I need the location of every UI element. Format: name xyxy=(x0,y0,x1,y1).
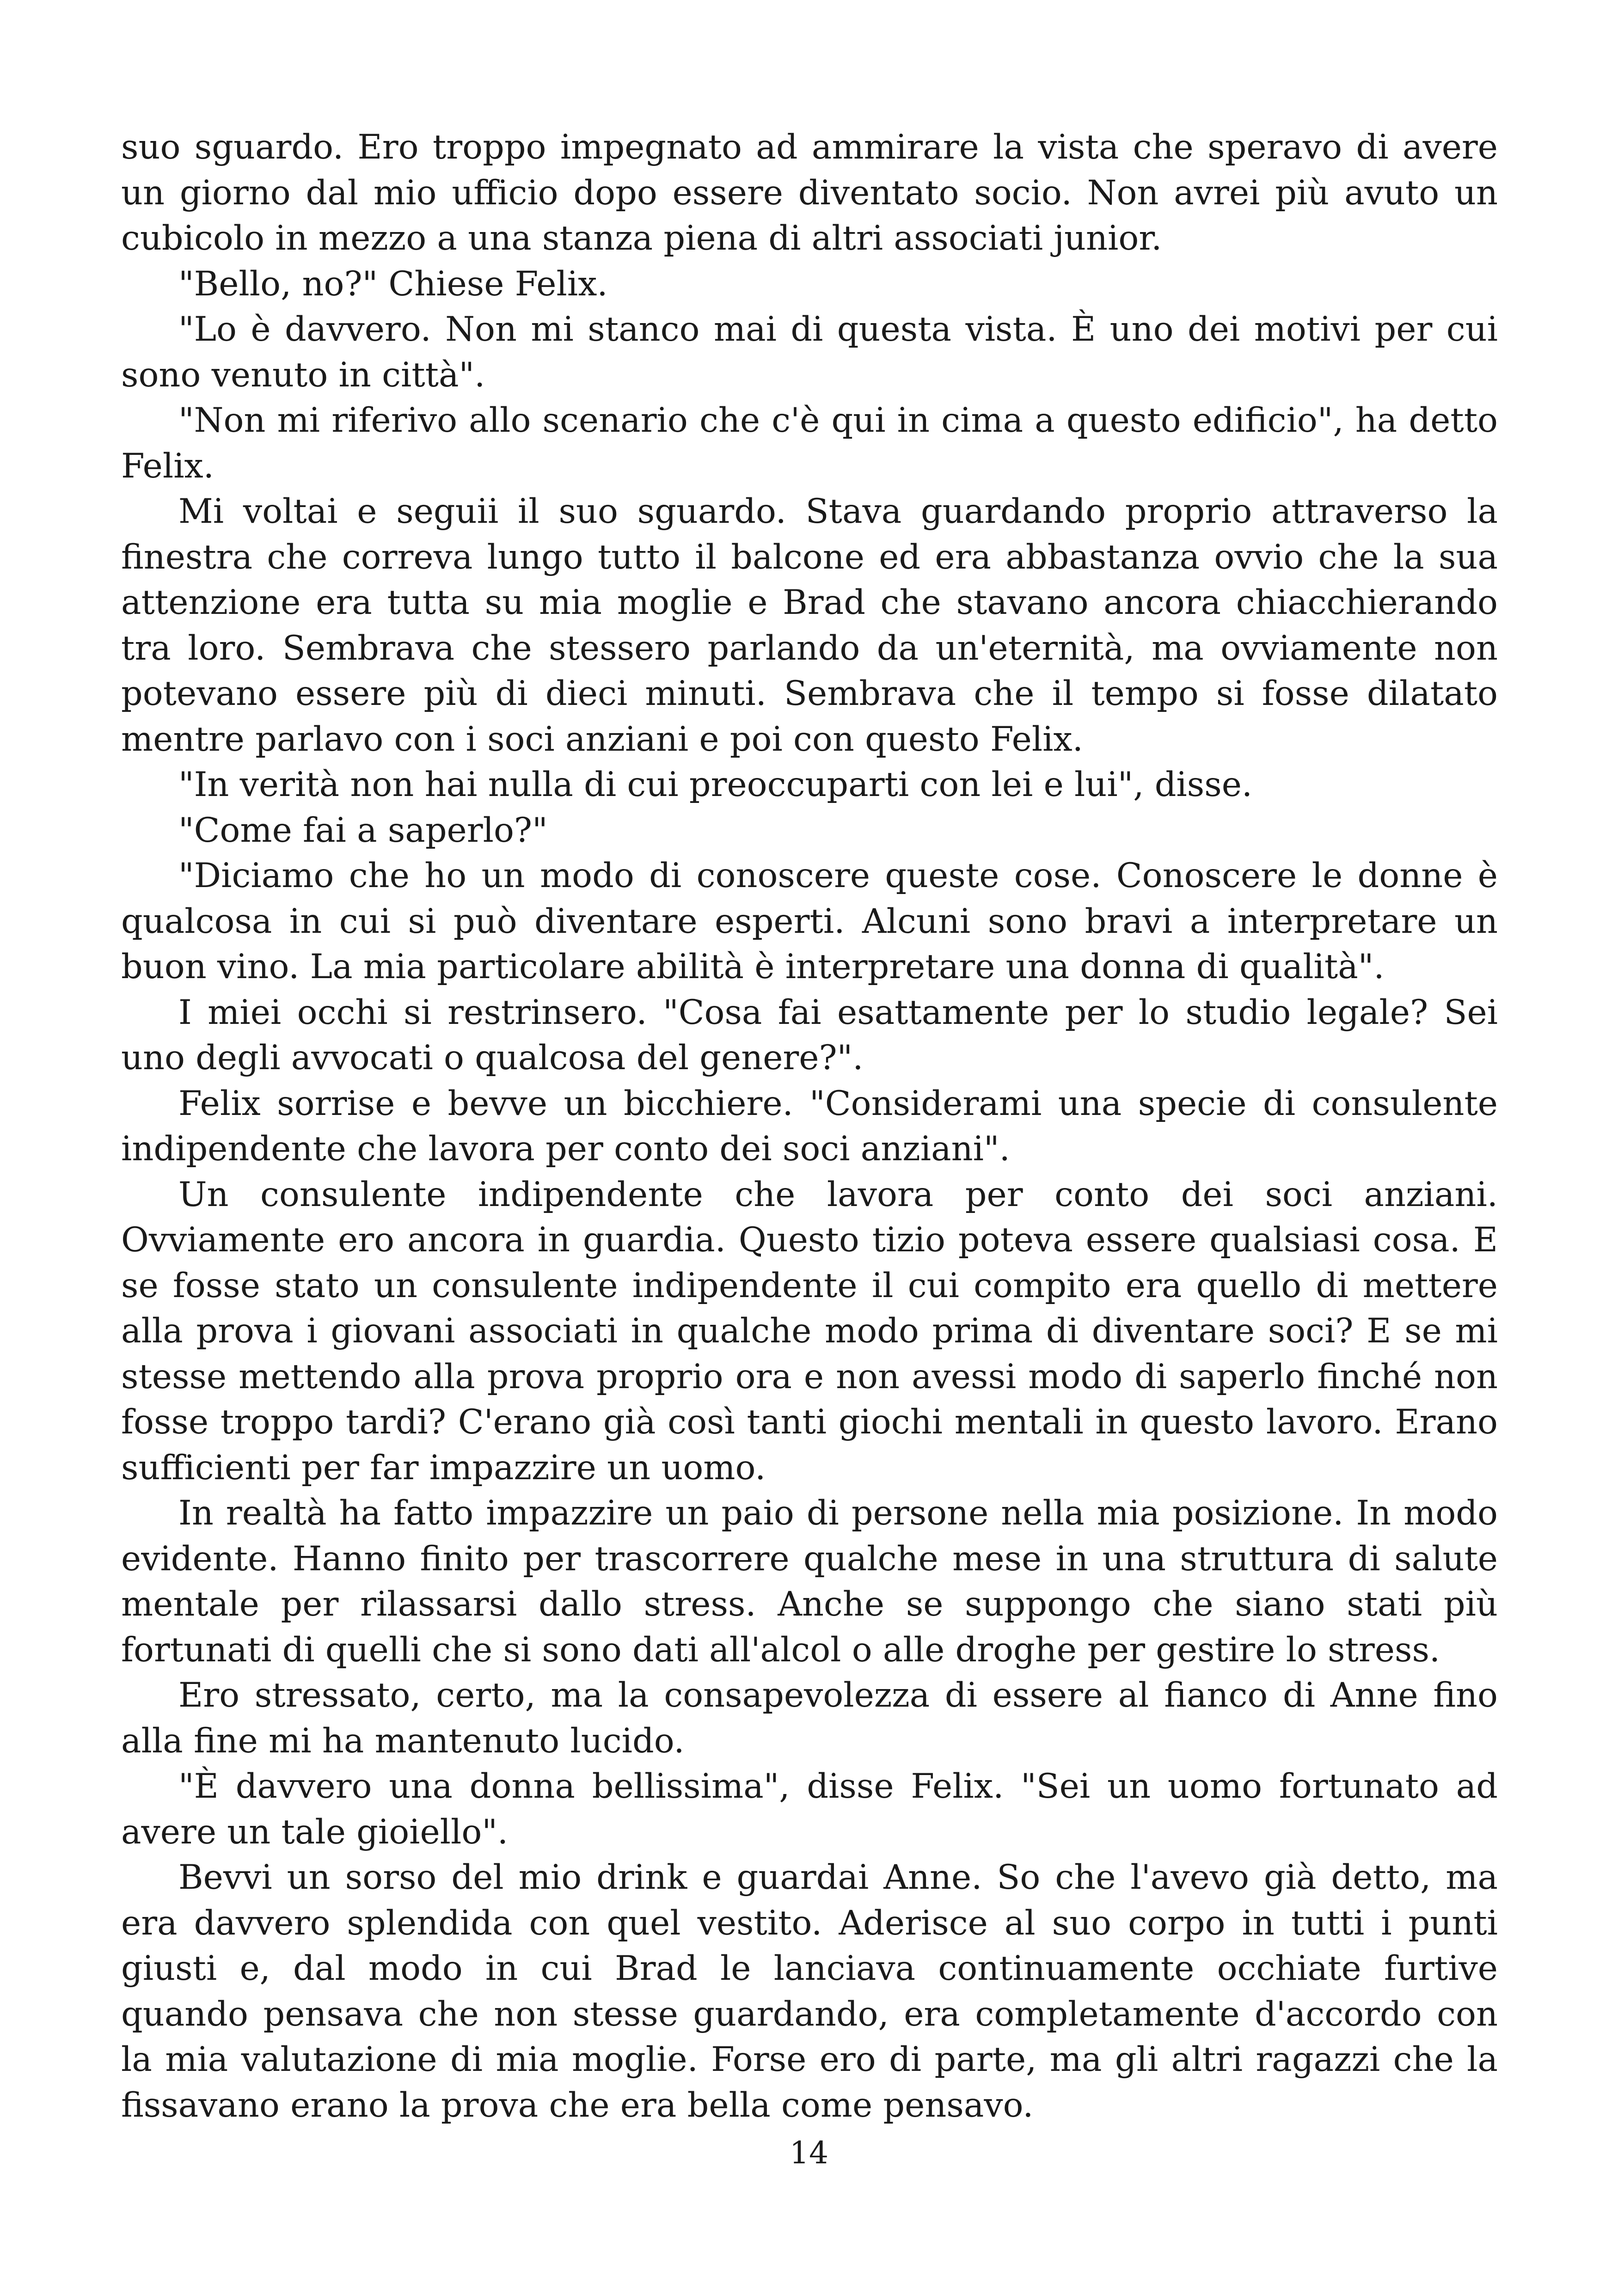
paragraph: "È davvero una donna bellissima", disse Felix. "Sei un uomo fortunato ad avere un tale gioiello". xyxy=(121,1767,1498,1852)
paragraph: Bevvi un sorso del mio drink e guardai Anne. So che l'avevo già detto, ma era davvero splendida con quel vestito. Aderisce al suo corpo in tutti i punti giusti e, dal modo in cui Brad le lanciava continuamente occhiate furtive quando pensava che non stesse guardando, era completamente d'accordo con la mia valutazione di mia moglie. Forse ero di parte, ma gli altri ragazzi che la fissavano erano la prova che era bella come pensavo. xyxy=(121,1858,1498,2125)
paragraph: Ero stressato, certo, ma la consapevolezza di essere al fianco di Anne fino alla fine mi ha mantenuto lucido. xyxy=(121,1676,1498,1761)
paragraph: In realtà ha fatto impazzire un paio di persone nella mia posizione. In modo evidente. Hanno finito per trascorrere qualche mese in una struttura di salute mentale per rilassarsi dallo stress. Anche se suppongo che siano stati più fortunati di quelli che si sono dati all'alcol o alle droghe per gestire lo stress. xyxy=(121,1494,1498,1670)
paragraph: Felix sorrise e bevve un bicchiere. "Considerami una specie di consulente indipendente che lavora per conto dei soci anziani". xyxy=(121,1084,1498,1169)
paragraph: "Come fai a saperlo?" xyxy=(178,810,548,850)
paragraph: "In verità non hai nulla di cui preoccuparti con lei e lui", disse. xyxy=(178,765,1253,804)
paragraph: "Non mi riferivo allo scenario che c'è qui in cima a questo edificio", ha detto Felix. xyxy=(121,401,1498,486)
paragraph: "Bello, no?" Chiese Felix. xyxy=(178,264,608,304)
page-number: 14 xyxy=(790,2135,828,2171)
paragraph: suo sguardo. Ero troppo impegnato ad ammirare la vista che speravo di avere un giorno dal mio ufficio dopo essere diventato socio. Non avrei più avuto un cubicolo in mezzo a una stanza piena di altri associati junior. xyxy=(121,128,1498,258)
paragraph: Mi voltai e seguii il suo sguardo. Stava guardando proprio attraverso la finestra che correva lungo tutto il balcone ed era abbastanza ovvio che la sua attenzione era tutta su mia moglie e Brad che stavano ancora chiacchierando tra loro. Sembrava che stessero parlando da un'eternità, ma ovviamente non potevano essere più di dieci minuti. Sembrava che il tempo si fosse dilatato mentre parlavo con i soci anziani e poi con questo Felix. xyxy=(121,492,1498,759)
paragraph: "Diciamo che ho un modo di conoscere queste cose. Conoscere le donne è qualcosa in cui si può diventare esperti. Alcuni sono bravi a interpretare un buon vino. La mia particolare abilità è interpretare una donna di qualità". xyxy=(121,856,1498,986)
paragraph: I miei occhi si restrinsero. "Cosa fai esattamente per lo studio legale? Sei uno degli avvocati o qualcosa del genere?". xyxy=(121,992,1498,1078)
paragraph: "Lo è davvero. Non mi stanco mai di questa vista. È uno dei motivi per cui sono venuto in città". xyxy=(121,310,1498,395)
paragraph: Un consulente indipendente che lavora per conto dei soci anziani. Ovviamente ero ancora in guardia. Questo tizio poteva essere qualsiasi cosa. E se fosse stato un consulente indipendente il cui compito era quello di mettere alla prova i giovani associati in qualche modo prima di diventare soci? E se mi stesse mettendo alla prova proprio ora e non avessi modo di saperlo finché non fosse troppo tardi? C'erano già così tanti giochi mentali in questo lavoro. Erano sufficienti per far impazzire un uomo. xyxy=(121,1175,1498,1488)
page-body xyxy=(121,125,1498,2128)
